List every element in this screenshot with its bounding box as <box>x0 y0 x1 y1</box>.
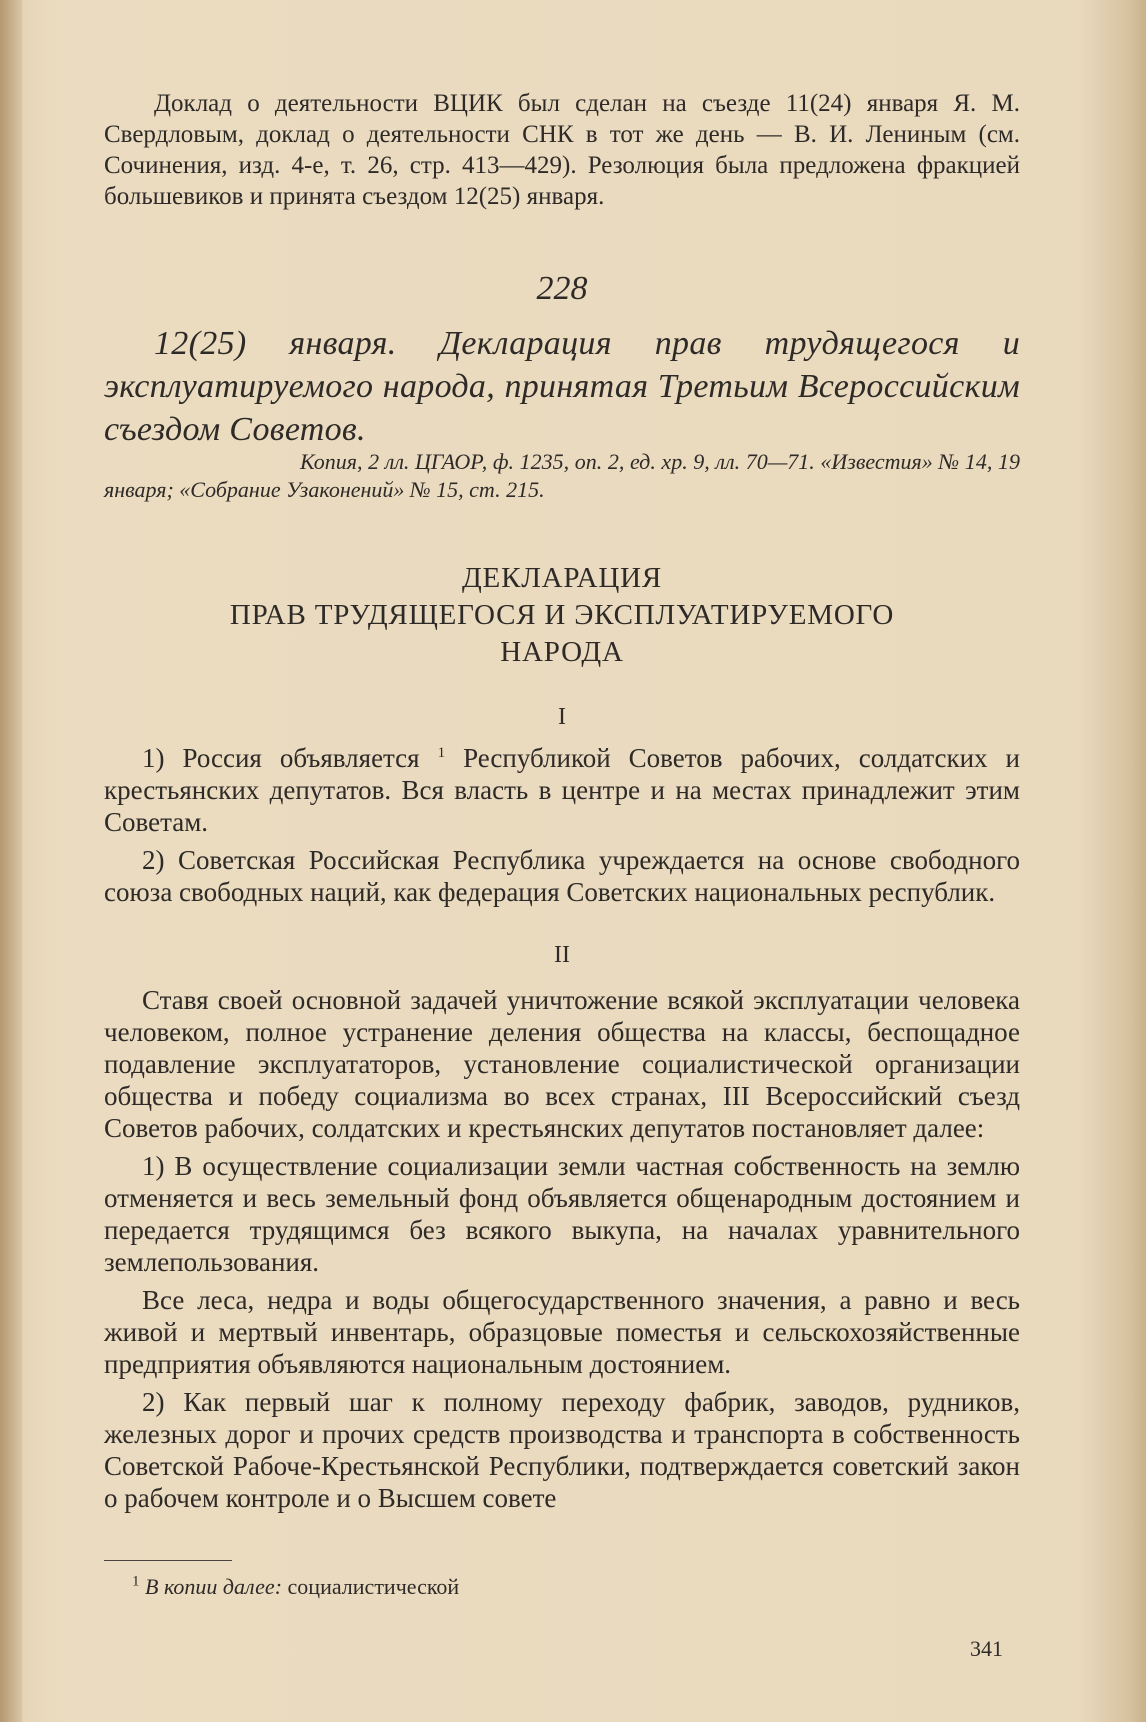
document-number: 228 <box>536 270 588 307</box>
section-2-paragraph-2: 1) В осуществление социализации земли частная собственность на землю отменяется и весь земельный фонд объявляется общенародным достоянием и передается трудящимся без всякого выкупа, на началах уравнительного землепользования. <box>104 1151 1020 1277</box>
section-1-p1-rest: Республикой Советов рабочих, солдатских и крестьянских депутатов. Вся власть в центре и на местах принадлежит этим Советам. <box>104 743 1020 837</box>
footnote-text: социалистической <box>287 1574 460 1599</box>
document-source: Копия, 2 лл. ЦГАОР, ф. 1235, оп. 2, ед. хр. 9, лл. 70—71. «Известия» № 14, 19 января; «Собрание Узаконений» № 15, ст. 215. <box>104 449 1020 502</box>
section-2-paragraph-3: Все леса, недра и воды общегосударственного значения, а равно и весь живой и мертвый инвентарь, образцовые поместья и сельскохозяйственные предприятия объявляются национальным достоянием. <box>104 1285 1020 1379</box>
section-1-paragraph-2: 2) Советская Российская Республика учреждается на основе свободного союза свободных наций, как федерация Советских национальных республик. <box>104 845 1020 907</box>
footnote-marker: 1 <box>132 1573 140 1590</box>
section-2-numeral: II <box>554 942 570 968</box>
section-2-paragraph-4: 2) Как первый шаг к полному переходу фабрик, заводов, рудников, железных дорог и прочих средств производства и транспорта в собственность Советской Рабоче-Крестьянской Республики, подтверждается советский закон о рабочем контроле и о Высшем совете <box>104 1387 1020 1513</box>
binding-edge <box>0 0 22 1722</box>
heading-line-3: НАРОДА <box>500 636 624 668</box>
section-1-numeral: I <box>558 704 566 730</box>
page-number: 341 <box>970 1636 1003 1661</box>
section-2-paragraph-1: Ставя своей основной задачей уничтожение всякой эксплуатации человека человеком, полное устранение деления общества на классы, беспощадное подавление эксплуататоров, установление социалистической организации общества и победу социализма во всех странах, III Всероссийский съезд Советов рабочих, солдатских и крестьянских депутатов постановляет далее: <box>104 985 1020 1143</box>
heading-line-2: ПРАВ ТРУДЯЩЕГОСЯ И ЭКСПЛУАТИРУЕМОГО <box>229 599 895 631</box>
section-1-paragraph-1 <box>104 742 1020 838</box>
declaration-heading <box>104 560 1020 671</box>
intro-note: Доклад о деятельности ВЦИК был сделан на съезде 11(24) января Я. М. Свердловым, доклад о деятельности СНК в тот же день — В. И. Лениным (см. Сочинения, изд. 4-е, т. 26, стр. 413—429). Резолюция была предложена фракцией большевиков и принята съездом 12(25) января. <box>104 90 1020 210</box>
footnote-divider <box>104 1560 232 1561</box>
section-1-body <box>104 742 1020 908</box>
footnote <box>132 1574 1012 1600</box>
footnote-label: В копии далее: <box>145 1574 283 1599</box>
section-1-p1-start: 1) Россия объявляется <box>142 743 420 773</box>
document-title: 12(25) января. Декларация прав трудящегося и эксплуатируемого народа, принятая Третьим Всероссийским съездом Советов. <box>104 325 1020 448</box>
footnote-reference: 1 <box>437 745 446 761</box>
heading-line-1: ДЕКЛАРАЦИЯ <box>461 562 663 594</box>
section-2-body <box>104 984 1020 1514</box>
